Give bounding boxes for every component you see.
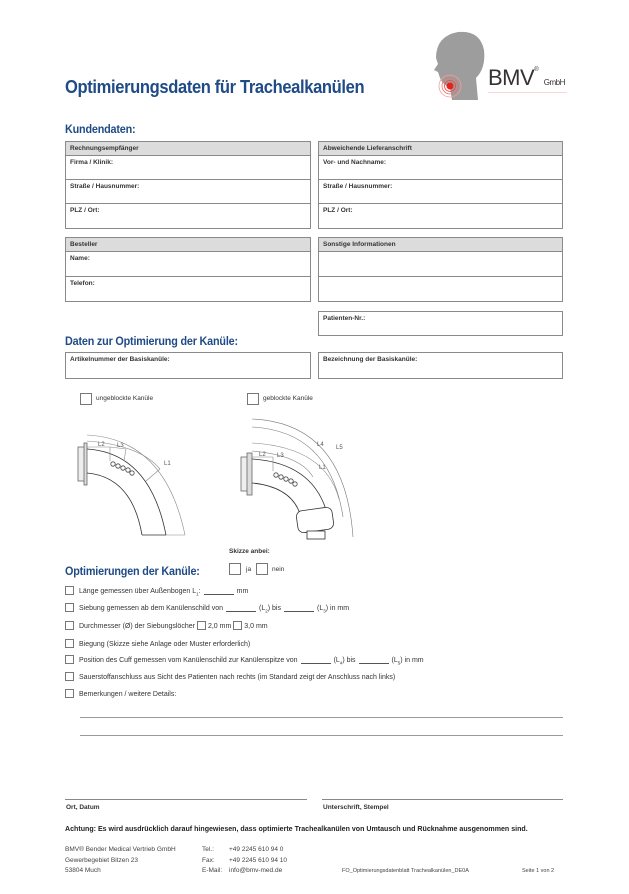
footer-email[interactable]: info@bmv-med.de [229, 867, 283, 874]
sieve-to-input[interactable] [284, 605, 314, 612]
signature-label: Unterschrift, Stempel [323, 804, 389, 811]
delivery-header: Abweichende Lieferanschrift [319, 142, 562, 156]
footer-company [65, 845, 176, 877]
unit: mm [236, 588, 249, 595]
sketch-attached-label: Skizze anbei: [229, 548, 270, 555]
option-cuff [65, 656, 424, 668]
billing-city-field[interactable]: PLZ / Ort: [70, 207, 100, 214]
text: ) in mm [400, 657, 424, 664]
footer-doc-id: FO_Optimierungsdatenblatt Trachealkanülen_DE0A [342, 868, 469, 874]
unblocked-cannula-diagram [70, 425, 190, 540]
blocked-checkbox[interactable] [247, 393, 259, 405]
unblocked-checkbox[interactable] [80, 393, 92, 405]
option-sieve [65, 604, 349, 616]
page-title: Optimierungsdaten für Trachealkanülen [65, 77, 365, 97]
text: ) bis [342, 657, 356, 664]
diameter-2mm-label: 2,0 mm [207, 623, 232, 630]
logo-reg: ® [534, 67, 539, 73]
footer-city: 53804 Much [65, 867, 101, 874]
company-logo [432, 28, 582, 108]
billing-street-field[interactable]: Straße / Hausnummer: [66, 180, 310, 204]
sketch-yes-checkbox[interactable] [229, 563, 241, 575]
warning-text: Achtung: Es wird ausdrücklich darauf hingewiesen, dass optimierte Trachealkanülen von Umtausch und Rücknahme ausgenommen sind. [65, 824, 528, 833]
subscript: 1 [196, 591, 199, 597]
option-bend [65, 640, 250, 652]
signature-line[interactable] [322, 799, 563, 800]
option-length [65, 587, 248, 599]
diameter-3mm-label: 3,0 mm [244, 623, 268, 630]
option-bend-label: Biegung (Skizze siehe Anlage oder Muster erforderlich) [79, 641, 251, 648]
footer-street: Gewerbegebiet Bitzen 23 [65, 856, 138, 864]
option-bend-checkbox[interactable] [65, 639, 74, 648]
option-length-label: Länge gemessen über Außenbogen L [79, 588, 197, 595]
option-diameter [65, 622, 268, 634]
logo-underline [488, 92, 567, 93]
diagram-label-l3: L3 [277, 453, 284, 459]
other-info-field-2[interactable] [319, 277, 562, 301]
text: (L [259, 605, 266, 612]
subscript: 5 [397, 660, 401, 666]
delivery-street-field[interactable]: Straße / Hausnummer: [319, 180, 562, 204]
footer-company-name: BMV® Bender Medical Vertrieb GmbH [65, 846, 176, 853]
sketch-yes-label: ja [246, 566, 252, 573]
option-diameter-checkbox[interactable] [65, 621, 74, 630]
diagram-label-l1: L1 [164, 461, 171, 467]
option-diameter-label: Durchmesser (Ø) der Siebungslöcher [79, 623, 195, 630]
diagram-label-l3: L3 [117, 443, 124, 449]
option-sieve-label: Siebung gemessen ab dem Kanülenschild von [79, 605, 223, 612]
delivery-box [318, 141, 563, 229]
option-length-checkbox[interactable] [65, 586, 74, 595]
other-info-box [318, 237, 563, 302]
option-oxygen-label: Sauerstoffanschluss aus Sicht des Patienten nach rechts (im Standard zeigt der Anschluss nach links) [79, 674, 396, 681]
orderer-header: Besteller [66, 238, 310, 252]
option-oxygen [65, 673, 395, 685]
footer-tel-label: Tel.: [202, 846, 214, 853]
subscript: 3 [323, 608, 326, 614]
option-cuff-checkbox[interactable] [65, 655, 74, 664]
orderer-name-field[interactable]: Name: [66, 252, 310, 277]
delivery-name-field[interactable]: Vor- und Nachname: [319, 156, 562, 180]
blocked-label: geblockte Kanüle [263, 395, 313, 402]
option-cuff-label: Position des Cuff gemessen vom Kanülenschild zur Kanülenspitze von [79, 657, 298, 664]
length-input[interactable] [204, 588, 234, 595]
text: (L [316, 605, 324, 612]
cannula-inner-wall [252, 483, 301, 517]
text: ) bis [267, 605, 281, 612]
cannula-outer-wall [252, 459, 327, 513]
subscript: 4 [339, 660, 343, 666]
diagram-label-l4: L4 [317, 442, 324, 448]
cannula-inner-wall [87, 473, 142, 535]
customer-heading: Kundendaten: [65, 122, 136, 136]
sketch-no-label: nein [272, 566, 285, 573]
designation-box[interactable] [318, 352, 563, 379]
cannula-outer-wall [87, 449, 166, 535]
orderer-phone-field[interactable]: Telefon: [70, 280, 95, 287]
designation-label: Bezeichnung der Basiskanüle: [323, 356, 418, 363]
footer-page: Seite 1 von 2 [522, 868, 555, 874]
option-remarks [65, 690, 176, 702]
billing-header: Rechnungsempfänger [66, 142, 310, 156]
orderer-box [65, 237, 311, 302]
sketch-no-checkbox[interactable] [256, 563, 268, 575]
text: ) in mm [325, 605, 350, 612]
billing-box [65, 141, 311, 229]
place-date-line[interactable] [65, 799, 307, 800]
option-remarks-checkbox[interactable] [65, 689, 74, 698]
patient-number-label: Patienten-Nr.: [323, 315, 366, 322]
diameter-2mm-checkbox[interactable] [197, 621, 206, 630]
footer-fax-label: Fax: [202, 856, 215, 864]
option-oxygen-checkbox[interactable] [65, 672, 74, 681]
footer-email-label: E-Mail: [202, 867, 223, 874]
cuff [296, 507, 335, 534]
footer-fax: +49 2245 610 94 10 [229, 856, 288, 864]
other-info-header: Sonstige Informationen [319, 238, 562, 252]
unblocked-label: ungeblockte Kanüle [96, 395, 154, 402]
billing-company-field[interactable]: Firma / Klinik: [66, 156, 310, 180]
cuff-from-input[interactable] [301, 657, 331, 664]
text: (L [333, 657, 340, 664]
remarks-line-2[interactable] [80, 735, 563, 736]
optimizations-heading: Optimierungen der Kanüle: [65, 564, 200, 578]
diagram-label-l5: L5 [336, 445, 343, 451]
sieve-holes [274, 473, 297, 486]
article-number-label: Artikelnummer der Basiskanüle: [70, 356, 170, 363]
cuff-to-input[interactable] [359, 657, 389, 664]
remarks-line-1[interactable] [80, 717, 563, 718]
delivery-city-field[interactable]: PLZ / Ort: [323, 207, 353, 214]
place-date-label: Ort, Datum [66, 804, 100, 811]
sieve-holes [111, 462, 134, 475]
sieve-from-input[interactable] [226, 605, 256, 612]
colon: : [198, 588, 201, 595]
patient-number-box[interactable] [318, 311, 563, 336]
option-sieve-checkbox[interactable] [65, 603, 74, 612]
other-info-field-1[interactable] [319, 252, 562, 277]
subscript: 2 [265, 608, 268, 614]
option-remarks-label: Bemerkungen / weitere Details: [79, 691, 177, 698]
logo-suffix: GmbH [543, 78, 565, 87]
footer-tel: +49 2245 610 94 0 [229, 846, 284, 853]
text: (L [391, 657, 398, 664]
logo-brand: BMV [488, 65, 535, 90]
article-number-box[interactable] [65, 352, 311, 379]
diagram-label-l2: L2 [259, 452, 266, 458]
optimization-data-heading: Daten zur Optimierung der Kanüle: [65, 334, 238, 348]
diagram-label-l1: L1 [319, 465, 326, 471]
blocked-cannula-diagram [235, 413, 355, 541]
footer-contact-values [229, 845, 287, 877]
diagram-label-l2: L2 [98, 442, 105, 448]
footer-contact-labels [202, 845, 222, 877]
diameter-3mm-checkbox[interactable] [233, 621, 242, 630]
